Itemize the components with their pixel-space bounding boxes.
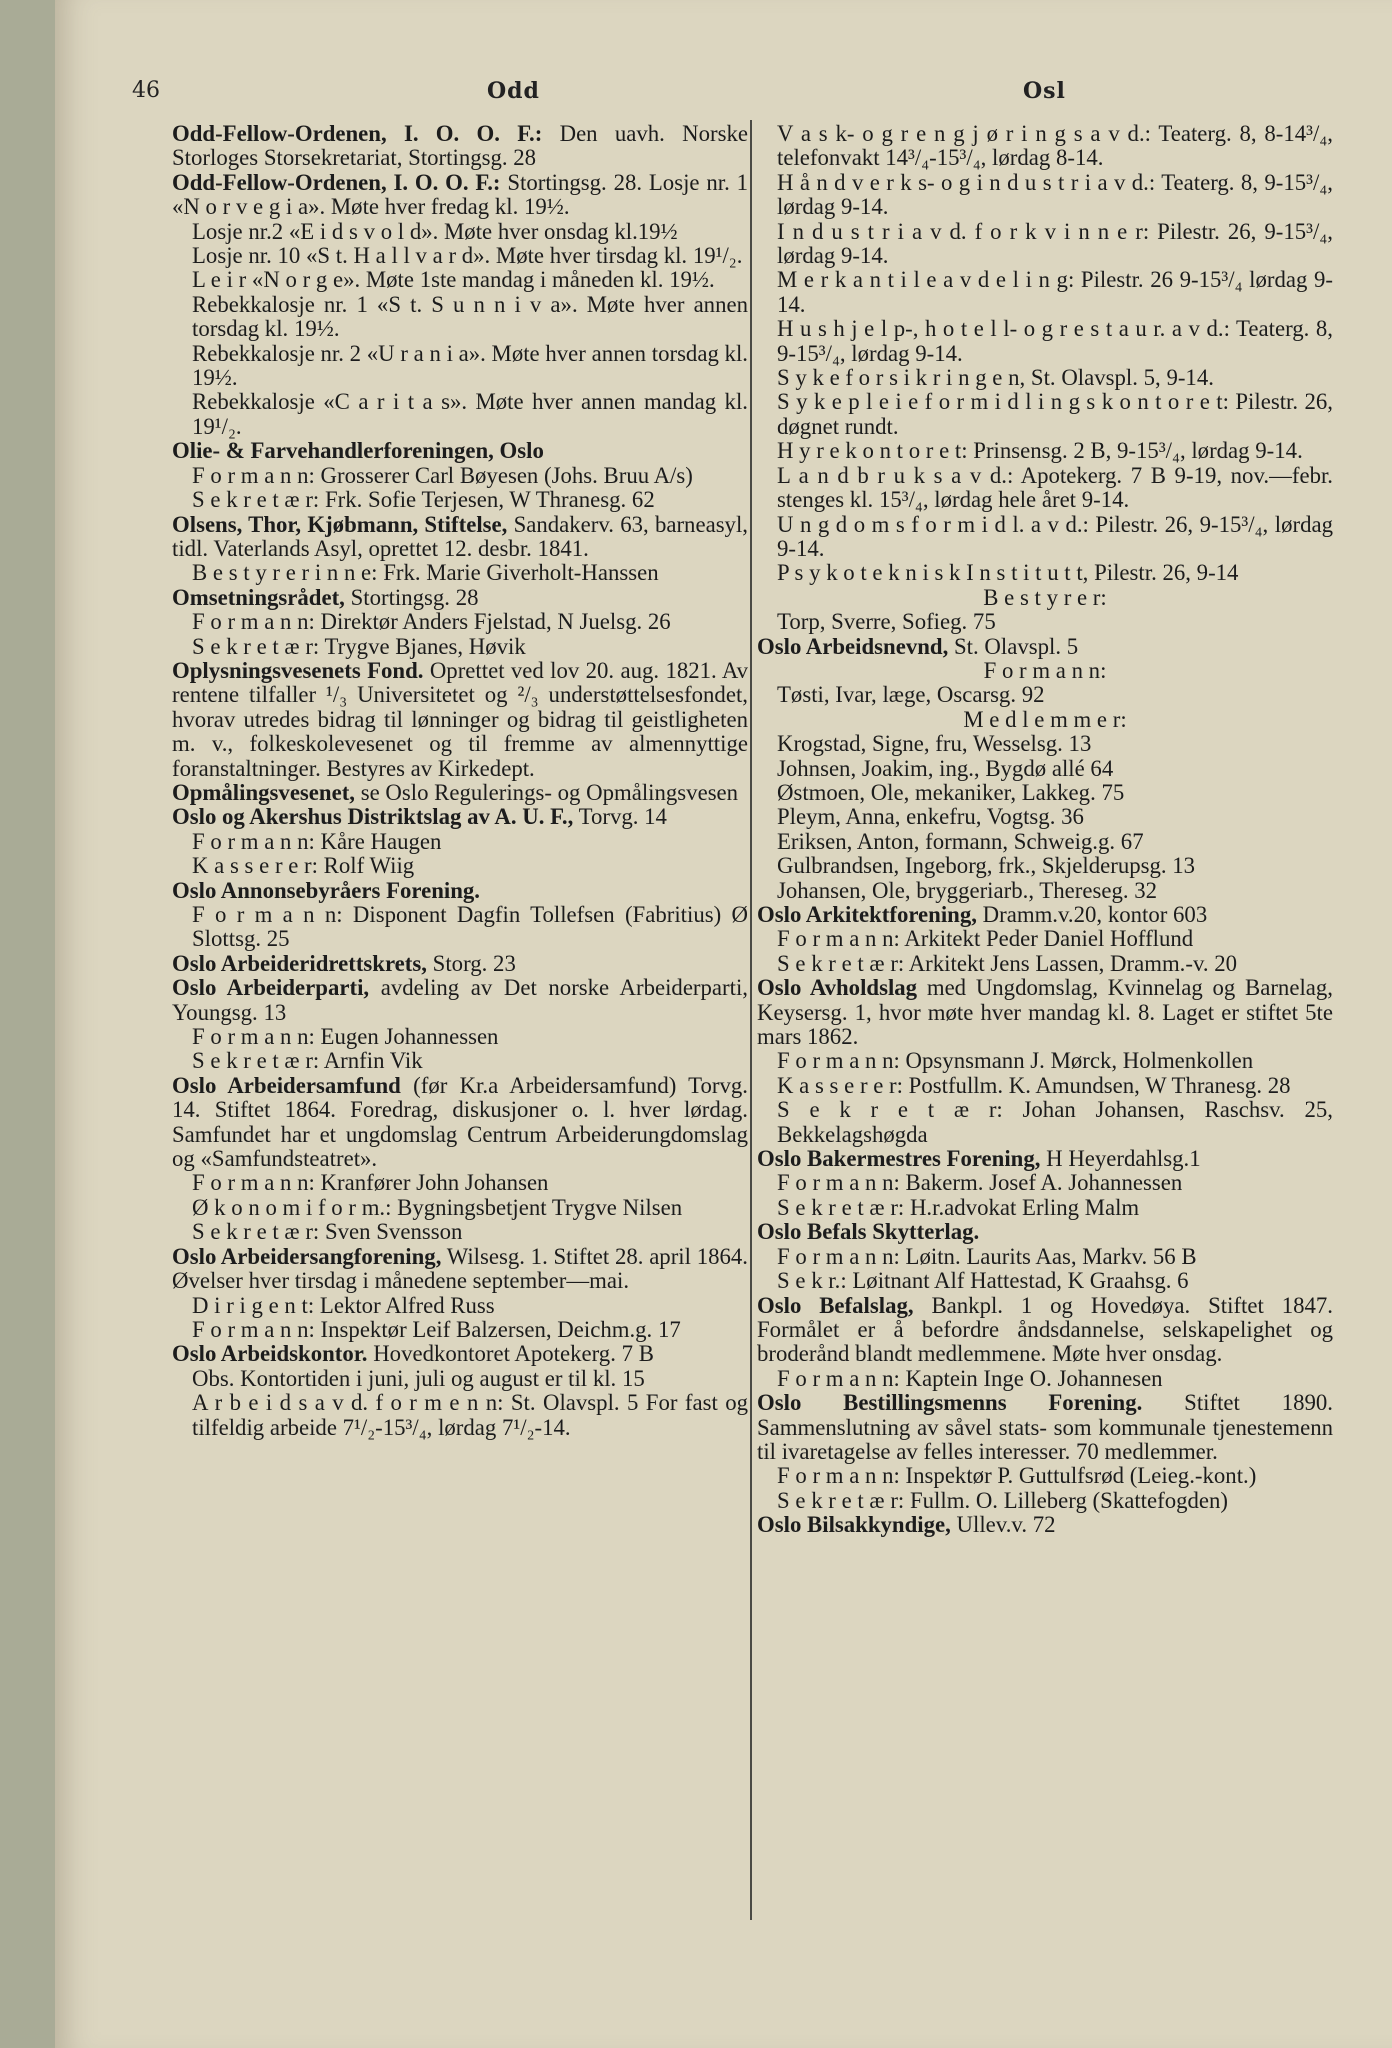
directory-entry (757, 1464, 1333, 1488)
directory-entry (757, 390, 1333, 439)
entry-role-label: M e r k a n t i l e a v d e l i n g: (777, 267, 1075, 293)
directory-entry (757, 220, 1333, 269)
entry-text: Direktør Anders Fjelstad, N Juelsg. 26 (314, 609, 671, 635)
directory-entry (757, 1098, 1333, 1147)
entry-role-label: M e d l e m m e r: (963, 706, 1127, 732)
entry-text: Eugen Johannessen (314, 1024, 499, 1050)
entry-text: Teaterg. 8, 9-15³/₄, lørdag 9-14. (777, 169, 1333, 220)
entry-text: St. Olavspl. 5 For fast og tilfeldig arbeide 7¹/₂-15³/₄, lørdag 7¹/₂-14. (192, 1390, 748, 1440)
directory-entry (172, 342, 748, 391)
directory-entry (757, 757, 1333, 781)
entry-text: Pilestr. 26, 9-14 (1088, 560, 1239, 586)
entry-text: Pilestr. 26 9-15³/₄ lørdag 9-14. (777, 267, 1333, 317)
directory-entry (172, 390, 748, 439)
entry-text: Kåre Haugen (314, 828, 442, 854)
entry-text: Apotekerg. 7 B 9-19, nov.—febr. stenges kl. 15³/₄, lørdag hele året 9-14. (777, 462, 1334, 513)
entry-text: Tøsti, Ivar, læge, Oscarsg. 92 (777, 682, 1045, 708)
entry-text: Inspektør P. Guttulfsrød (Leieg.-kont.) (899, 1463, 1257, 1489)
entry-text: Pilestr. 26, 9-15³/₄, lørdag 9-14. (777, 218, 1333, 269)
entry-text: med Ungdomslag, Kvinnelag og Barnelag, Keysersg. 1, hvor møte hver mandag kl. 8. Laget er stiftet 5te mars 1862. (757, 975, 1333, 1050)
entry-role-label: A r b e i d s a v d. f o r m e n n: (192, 1390, 504, 1416)
entry-role-label: F o r m a n n: (983, 657, 1107, 683)
directory-entry (172, 976, 748, 1025)
entry-heading: Oslo Arbeidersangforening, (172, 1243, 442, 1269)
entry-heading: Odd-Fellow-Ordenen, I. O. O. F.: (172, 169, 501, 195)
directory-entry (172, 1391, 748, 1440)
directory-entry (757, 610, 1333, 634)
directory-entry (757, 708, 1333, 732)
directory-entry (757, 366, 1333, 390)
directory-entry (757, 1074, 1333, 1098)
entry-role-label: S e k r e t æ r: (192, 487, 320, 513)
left-column (172, 122, 748, 1440)
entry-text: Losje nr.2 «E i d s v o l d». Møte hver onsdag kl.19½ (192, 218, 678, 244)
right-column (757, 122, 1333, 1538)
directory-entry (172, 659, 748, 781)
entry-text: Ullev.v. 72 (950, 1512, 1056, 1538)
entry-role-label: H å n d v e r k s- o g i n d u s t r i a v d.: (777, 169, 1156, 195)
entry-role-label: H u s h j e l p-, h o t e l l- o g r e s t a u r. a v d.: (777, 316, 1230, 342)
entry-text: Teaterg. 8, 9-15³/₄, lørdag 9-14. (777, 316, 1333, 366)
entry-heading: Olsens, Thor, Kjøbmann, Stiftelse, (172, 511, 508, 537)
entry-text: Wilsesg. 1. Stiftet 28. april 1864. Øvelser hver tirsdag i månedene september—mai. (172, 1243, 748, 1294)
directory-entry (757, 317, 1333, 366)
entry-heading: Oslo Arbeiderparti, (172, 975, 370, 1001)
directory-entry (172, 805, 748, 829)
entry-text: Fullm. O. Lilleberg (Skattefogden) (904, 1487, 1229, 1513)
entry-text: Lektor Alfred Russ (314, 1292, 495, 1318)
directory-entry (172, 293, 748, 342)
directory-entry (172, 1318, 748, 1342)
entry-text: L e i r «N o r g e». Møte 1ste mandag i måneden kl. 19½. (192, 267, 715, 293)
entry-heading: Oslo Befals Skytterlag. (757, 1219, 980, 1245)
directory-entry (757, 952, 1333, 976)
directory-entry (757, 1391, 1333, 1464)
entry-heading: Oslo Avholdslag (757, 975, 918, 1001)
entry-text: Stortingsg. 28 (344, 584, 479, 610)
entry-role-label: S e k r.: (777, 1268, 847, 1294)
entry-text: Rebekkalosje nr. 1 «S t. S u n n i v a». Møte hver annen torsdag kl. 19½. (192, 291, 748, 342)
entry-text: Storg. 23 (426, 950, 516, 976)
entry-heading: Omsetningsrådet, (172, 584, 345, 610)
entry-role-label: F o r m a n n: (192, 828, 315, 854)
entry-text: Pleym, Anna, enkefru, Vogtsg. 36 (777, 804, 1084, 830)
entry-role-label: F o r m a n n: (192, 1024, 315, 1050)
entry-role-label: F o r m a n n: (192, 462, 315, 488)
directory-entry (172, 268, 748, 292)
entry-text: Eriksen, Anton, formann, Schweig.g. 67 (777, 828, 1144, 854)
entry-heading: Opmålingsvesenet, (172, 779, 356, 805)
entry-role-label: S e k r e t æ r: (777, 1097, 1003, 1123)
entry-role-label: S e k r e t æ r: (192, 1048, 320, 1074)
directory-entry (757, 561, 1333, 585)
entry-text: Krogstad, Signe, fru, Wesselsg. 13 (777, 731, 1092, 757)
entry-text: Gulbrandsen, Ingeborg, frk., Skjelderupsg. 13 (777, 853, 1196, 879)
entry-role-label: K a s s e r e r: (777, 1072, 903, 1098)
entry-role-label: S y k e f o r s i k r i n g e n, (777, 365, 1026, 391)
directory-entry (757, 781, 1333, 805)
entry-text: Kranfører John Johansen (314, 1170, 549, 1196)
entry-heading: Oslo Annonsebyråers Forening. (172, 877, 481, 903)
entry-text: Bakerm. Josef A. Johannessen (899, 1170, 1183, 1196)
entry-role-label: P s y k o t e k n i s k I n s t i t u t t, (777, 560, 1089, 586)
entry-role-label: S e k r e t æ r: (192, 1219, 320, 1245)
directory-entry (757, 732, 1333, 756)
entry-heading: Oplysningsvesenets Fond. (172, 657, 424, 683)
directory-entry (757, 171, 1333, 220)
entry-role-label: B e s t y r e r i n n e: (192, 560, 378, 586)
directory-entry (757, 976, 1333, 1049)
entry-heading: Oslo Befalslag, (757, 1292, 914, 1318)
directory-entry (757, 1049, 1333, 1073)
directory-entry (757, 927, 1333, 951)
entry-text: Losje nr. 10 «S t. H a l l v a r d». Møte hver tirsdag kl. 19¹/₂. (192, 243, 743, 269)
entry-heading: Oslo Bilsakkyndige, (757, 1512, 951, 1538)
entry-role-label: K a s s e r e r: (192, 853, 318, 879)
entry-role-label: F o r m a n n: (777, 1243, 900, 1269)
entry-heading: Oslo og Akershus Distriktslag av A. U. F., (172, 804, 574, 830)
entry-heading: Oslo Arkitektforening, (757, 902, 977, 927)
directory-entry (172, 464, 748, 488)
entry-role-label: H y r e k o n t o r e t: (777, 438, 968, 464)
directory-entry (172, 122, 748, 171)
entry-role-label: F o r m a n n: (192, 902, 343, 927)
directory-entry (757, 854, 1333, 878)
directory-entry (172, 1074, 748, 1172)
entry-role-label: Ø k o n o m i f o r m.: (192, 1194, 392, 1220)
directory-entry (757, 903, 1333, 927)
directory-entry (172, 1220, 748, 1244)
entry-role-label: F o r m a n n: (192, 1170, 315, 1196)
directory-entry (172, 1245, 748, 1294)
directory-entry (757, 659, 1333, 683)
header-right-word: Osl (1023, 78, 1066, 104)
entry-heading: Oslo Arbeidsnevnd, (757, 633, 949, 659)
directory-entry (172, 879, 748, 903)
directory-entry (757, 122, 1333, 171)
directory-entry (757, 1489, 1333, 1513)
entry-text: Obs. Kontortiden i juni, juli og august er til kl. 15 (192, 1365, 645, 1391)
directory-entry (757, 635, 1333, 659)
directory-entry (757, 1269, 1333, 1293)
entry-text: Den uavh. Norske Storloges Storsekretariat, Stortingsg. 28 (172, 121, 748, 171)
entry-role-label: S y k e p l e i e f o r m i d l i n g s k o n t o r e t: (777, 389, 1229, 415)
directory-entry (172, 952, 748, 976)
entry-text: Kaptein Inge O. Johannesen (899, 1365, 1163, 1391)
entry-text: Disponent Dagfin Tollefsen (Fabritius) Ø Slottsg. 25 (192, 902, 748, 952)
directory-entry (172, 561, 748, 585)
directory-entry (757, 1294, 1333, 1367)
entry-heading: Odd-Fellow-Ordenen, I. O. O. F.: (172, 121, 543, 146)
header-left-word: Odd (487, 78, 540, 104)
entry-role-label: I n d u s t r i a v d. f o r k v i n n e r: (777, 218, 1150, 244)
entry-text: Løitnant Alf Hattestad, K Graahsg. 6 (846, 1268, 1189, 1294)
entry-heading: Oslo Arbeidskontor. (172, 1341, 368, 1367)
directory-entry (757, 879, 1333, 903)
directory-entry (757, 513, 1333, 562)
entry-role-label: B e s t y r e r: (983, 584, 1107, 610)
directory-entry (757, 586, 1333, 610)
entry-text: Sven Svensson (319, 1219, 463, 1245)
entry-text: (før Kr.a Arbeidersamfund) Torvg. 14. Stiftet 1864. Foredrag, diskusjoner o. l. hver lørdag. Samfundet har et ungdomslag Centrum Arbeiderungdomslag og «Samfundsteatret». (172, 1072, 748, 1172)
entry-role-label: F o r m a n n: (192, 609, 315, 635)
entry-text: Johan Johansen, Raschsv. 25, Bekkelagshøgda (777, 1097, 1334, 1147)
entry-text: Stortingsg. 28. Losje nr. 1 «N o r v e g i a». Møte hver fredag kl. 19½. (172, 169, 748, 220)
entry-text: Rolf Wiig (317, 853, 415, 879)
entry-text: H Heyerdahlsg.1 (1040, 1146, 1201, 1172)
entry-text: Hovedkontoret Apotekerg. 7 B (367, 1341, 654, 1367)
entry-role-label: S e k r e t æ r: (777, 1487, 905, 1513)
directory-entry (172, 1196, 748, 1220)
directory-entry (757, 683, 1333, 707)
entry-role-label: F o r m a n n: (777, 1463, 900, 1489)
column-divider (750, 120, 752, 1920)
entry-role-label: D i r i g e n t: (192, 1292, 315, 1318)
entry-text: Grosserer Carl Bøyesen (Johs. Bruu A/s) (314, 462, 693, 488)
directory-entry (172, 1171, 748, 1195)
entry-text: Dramm.v.20, kontor 603 (976, 902, 1208, 927)
entry-heading: Oslo Arbeideridrettskrets, (172, 950, 427, 976)
directory-entry (172, 1294, 748, 1318)
directory-entry (757, 805, 1333, 829)
entry-role-label: V a s k- o g r e n g j ø r i n g s a v d.: (777, 121, 1151, 146)
entry-role-label: F o r m a n n: (777, 1365, 900, 1391)
directory-entry (172, 903, 748, 952)
entry-text: Pilestr. 26, døgnet rundt. (777, 389, 1333, 439)
entry-role-label: S e k r e t æ r: (192, 633, 320, 659)
directory-entry (757, 1171, 1333, 1195)
entry-text: St. Olavspl. 5, 9-14. (1025, 365, 1214, 391)
directory-entry (757, 1367, 1333, 1391)
entry-text: Teaterg. 8, 8-14³/₄, telefonvakt 14³/₄-15³/₄, lørdag 8-14. (777, 121, 1333, 171)
directory-entry (757, 830, 1333, 854)
entry-role-label: L a n d b r u k s a v d.: (777, 462, 1014, 488)
entry-heading: Oslo Bestillingsmenns Forening. (757, 1390, 1143, 1416)
directory-entry (172, 220, 748, 244)
directory-entry (172, 854, 748, 878)
directory-entry (757, 1513, 1333, 1537)
entry-text: Rebekkalosje «C a r i t a s». Møte hver annen mandag kl. 19¹/₂. (192, 389, 748, 439)
directory-entry (172, 513, 748, 562)
entry-role-label: U n g d o m s f o r m i d l. a v d.: (777, 511, 1089, 537)
entry-text: Frk. Sofie Terjesen, W Thranesg. 62 (319, 487, 655, 513)
entry-role-label: F o r m a n n: (777, 1048, 900, 1074)
entry-text: Østmoen, Ole, mekaniker, Lakkeg. 75 (777, 779, 1125, 805)
directory-entry (172, 171, 748, 220)
entry-text: Bygningsbetjent Trygve Nilsen (391, 1194, 683, 1220)
entry-text: Johnsen, Joakim, ing., Bygdø allé 64 (777, 755, 1114, 781)
entry-text: se Oslo Regulerings- og Opmålingsvesen (355, 779, 739, 805)
entry-text: Sandakerv. 63, barneasyl, tidl. Vaterlands Asyl, oprettet 12. desbr. 1841. (172, 511, 748, 561)
entry-role-label: S e k r e t æ r: (777, 950, 905, 976)
entry-text: Rebekkalosje nr. 2 «U r a n i a». Møte hver annen torsdag kl. 19½. (192, 340, 748, 391)
entry-role-label: S e k r e t æ r: (777, 1194, 905, 1220)
directory-entry (757, 1220, 1333, 1244)
directory-entry (757, 1245, 1333, 1269)
entry-heading: Oslo Bakermestres Forening, (757, 1146, 1041, 1172)
entry-text: Bankpl. 1 og Hovedøya. Stiftet 1847. Formålet er å befordre åndsdannelse, selskapelighet og broderånd blandt medlemmene. Møte hver onsdag. (757, 1292, 1333, 1367)
entry-text: Arnfin Vik (319, 1048, 423, 1074)
entry-role-label: F o r m a n n: (777, 926, 900, 952)
directory-entry (757, 439, 1333, 463)
entry-role-label: F o r m a n n: (192, 1316, 315, 1342)
directory-entry (172, 610, 748, 634)
directory-entry (172, 439, 748, 463)
entry-text: Frk. Marie Giverholt-Hanssen (377, 560, 659, 586)
entry-text: Oprettet ved lov 20. aug. 1821. Av rentene tilfaller ¹/₃ Universitetet og ²/₃ understøttelsesfondet, hvorav utredes bidrag til lønninger og bidrag til geistligheten m. v., folkeskolevesenet og til fremme av almennyttige foranstaltninger. Bestyres av Kirkedept. (172, 657, 748, 781)
directory-entry (172, 635, 748, 659)
entry-heading: Oslo Arbeidersamfund (172, 1072, 401, 1098)
entry-text: Opsynsmann J. Mørck, Holmenkollen (899, 1048, 1254, 1074)
entry-text: Arkitekt Jens Lassen, Dramm.-v. 20 (904, 950, 1238, 976)
entry-text: Inspektør Leif Balzersen, Deichm.g. 17 (314, 1316, 681, 1342)
directory-entry (172, 830, 748, 854)
entry-text: Postfullm. K. Amundsen, W Thranesg. 28 (902, 1072, 1291, 1098)
entry-heading: Olie- & Farvehandlerforeningen, Oslo (172, 438, 544, 464)
directory-entry (172, 1342, 748, 1366)
entry-text: Torvg. 14 (573, 804, 667, 830)
entry-text: Arkitekt Peder Daniel Hofflund (899, 926, 1194, 952)
page-number: 46 (132, 78, 160, 103)
entry-text: St. Olavspl. 5 (948, 633, 1079, 659)
entry-text: Torp, Sverre, Sofieg. 75 (777, 609, 996, 635)
directory-entry (757, 268, 1333, 317)
entry-text: Stiftet 1890. Sammenslutning av såvel stats- som kommunale tjenestemenn til ivaretagelse av felles interesser. 70 medlemmer. (757, 1390, 1333, 1464)
directory-entry (172, 488, 748, 512)
entry-text: Prinsensg. 2 B, 9-15³/₄, lørdag 9-14. (967, 438, 1303, 464)
directory-entry (757, 1196, 1333, 1220)
entry-text: avdeling av Det norske Arbeiderparti, Youngsg. 13 (172, 975, 748, 1025)
entry-text: Johansen, Ole, bryggeriarb., Thereseg. 32 (777, 877, 1158, 903)
entry-text: Pilestr. 26, 9-15³/₄, lørdag 9-14. (777, 511, 1333, 561)
directory-entry (172, 781, 748, 805)
entry-role-label: F o r m a n n: (777, 1170, 900, 1196)
directory-entry (172, 1025, 748, 1049)
directory-entry (757, 464, 1333, 513)
directory-entry (172, 586, 748, 610)
entry-text: H.r.advokat Erling Malm (904, 1194, 1140, 1220)
directory-entry (757, 1147, 1333, 1171)
directory-entry (172, 1049, 748, 1073)
entry-text: Løitn. Laurits Aas, Markv. 56 B (899, 1243, 1197, 1269)
directory-entry (172, 244, 748, 268)
entry-text: Trygve Bjanes, Høvik (319, 633, 526, 659)
directory-entry (172, 1367, 748, 1391)
